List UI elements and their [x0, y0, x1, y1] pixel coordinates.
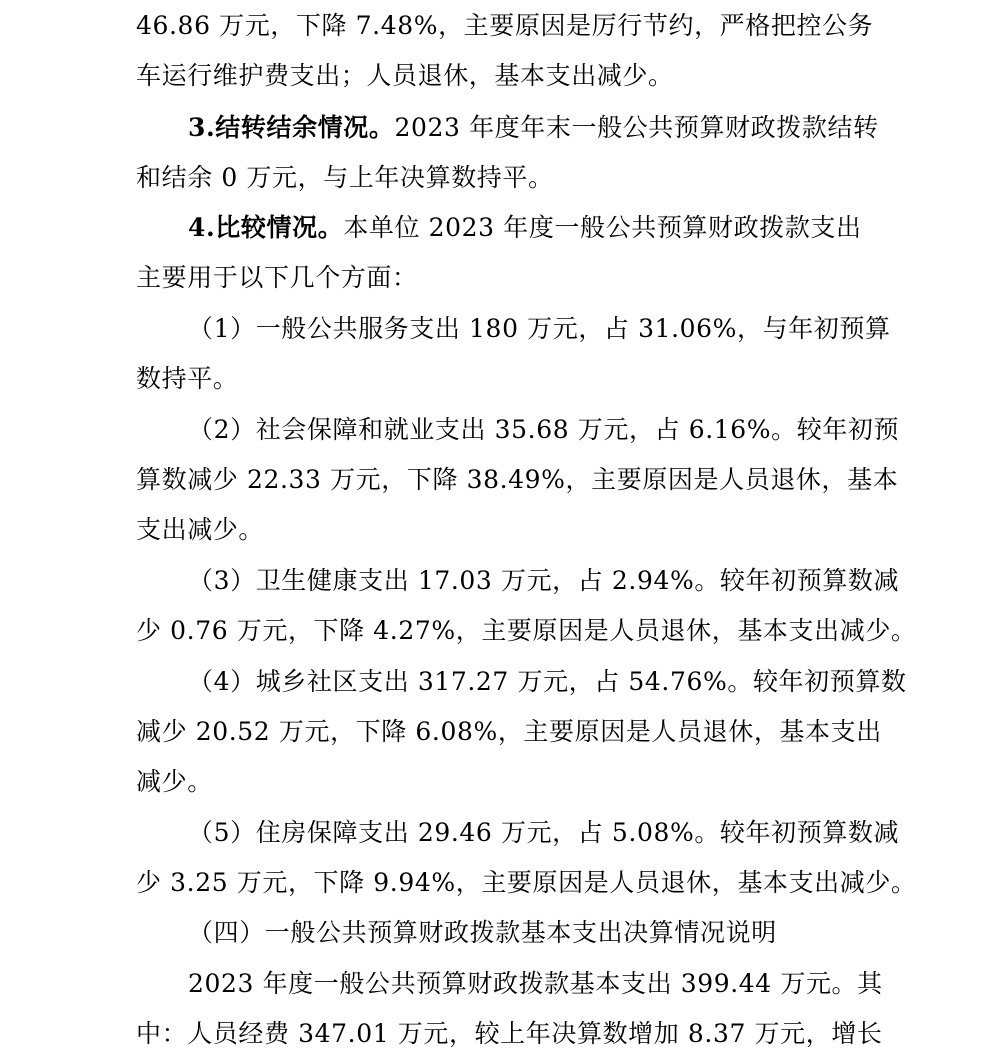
section-heading-carryover: 3.结转结余情况。2023 年度年末一般公共预算财政拨款结转: [188, 113, 879, 142]
paragraph-line: 减少。: [136, 767, 213, 796]
paragraph-line: 算数减少 22.33 万元，下降 38.49%，主要原因是人员退休，基本: [136, 465, 899, 494]
paragraph-line: 46.86 万元，下降 7.48%，主要原因是厉行节约，严格把控公务: [136, 11, 874, 40]
paragraph-line: 中：人员经费 347.01 万元，较上年决算数增加 8.37 万元，增长: [136, 1019, 883, 1048]
list-item: （2）社会保障和就业支出 35.68 万元，占 6.16%。较年初预: [188, 415, 900, 444]
paragraph-line: 数持平。: [136, 364, 239, 393]
heading-label: 4.比较情况。: [188, 213, 344, 242]
list-item: （3）卫生健康支出 17.03 万元，占 2.94%。较年初预算数减: [188, 566, 900, 595]
section-heading: （四）一般公共预算财政拨款基本支出决算情况说明: [188, 918, 777, 947]
paragraph-line: 主要用于以下几个方面：: [136, 263, 418, 292]
paragraph-line: 车运行维护费支出；人员退休，基本支出减少。: [136, 61, 674, 90]
list-item: （5）住房保障支出 29.46 万元，占 5.08%。较年初预算数减: [188, 818, 900, 847]
paragraph-line: 和结余 0 万元，与上年决算数持平。: [136, 163, 554, 192]
list-item: （1）一般公共服务支出 180 万元，占 31.06%，与年初预算: [188, 314, 891, 343]
paragraph-line: 少 0.76 万元，下降 4.27%，主要原因是人员退休，基本支出减少。: [136, 616, 917, 645]
paragraph-line: 少 3.25 万元，下降 9.94%，主要原因是人员退休，基本支出减少。: [136, 868, 917, 897]
list-item: （4）城乡社区支出 317.27 万元，占 54.76%。较年初预算数: [188, 667, 907, 696]
paragraph-line: 减少 20.52 万元，下降 6.08%，主要原因是人员退休，基本支出: [136, 717, 882, 746]
paragraph-line: 支出减少。: [136, 515, 265, 544]
section-heading-comparison: 4.比较情况。本单位 2023 年度一般公共预算财政拨款支出: [188, 213, 862, 242]
paragraph-line: 2023 年度一般公共预算财政拨款基本支出 399.44 万元。其: [188, 969, 883, 998]
heading-label: 3.结转结余情况。: [188, 113, 395, 142]
